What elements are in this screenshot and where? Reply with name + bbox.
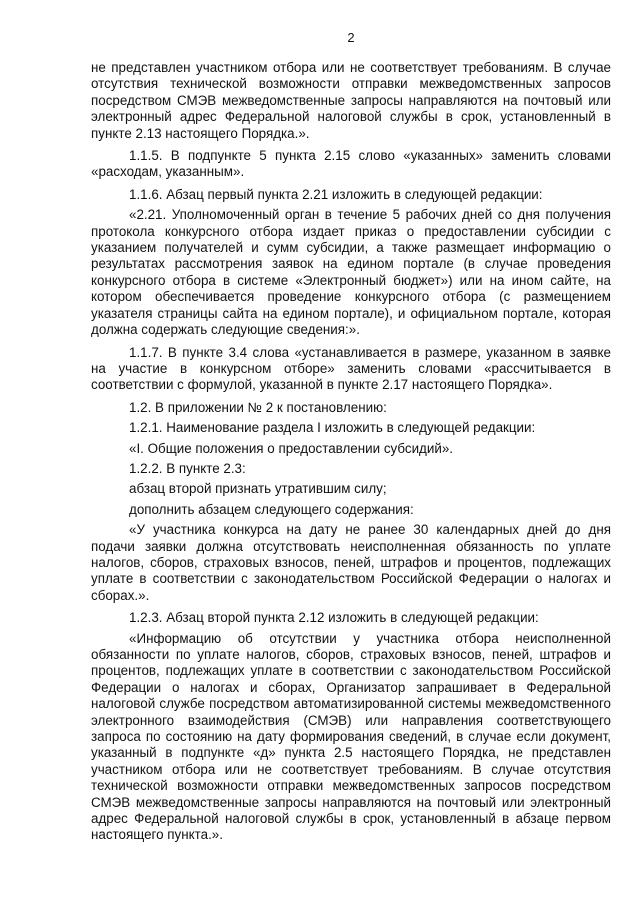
paragraph-1-1-6: 1.1.6. Абзац первый пункта 2.21 изложить в следующей редакции: xyxy=(129,186,543,202)
paragraph-participant-quote: «У участника конкурса на дату не ранее 30 календарных дней до дня подачи заявки должна отсутствовать неисполненная обязанность по уплате налогов, сборов, страховых взносов, пеней, штрафов и процентов, подлежащих уплате в соответствии с законодательством Российской Федерации о налогах и сборах.». xyxy=(91,522,611,603)
paragraph-1-2-1: 1.2.1. Наименование раздела I изложить в следующей редакции: xyxy=(129,420,536,436)
paragraph-1-2: 1.2. В приложении № 2 к постановлению: xyxy=(129,399,387,415)
paragraph-2-21-quote: «2.21. Уполномоченный орган в течение 5 рабочих дней со дня получения протокола конкурсного отбора издает приказ о предоставлении субсидии с указанием получателей и сумм субсидии, а также размещает информацию о результатах рассмотрения заявок на едином портале (в случае проведения конкурсного отбора в системе «Электронный бюджет») или на ином сайте, на котором обеспечивается проведение конкурсного отбора (с размещением указателя страницы сайта на едином портале), и официальном портале, которая должна содержать следующие сведения:». xyxy=(91,207,611,338)
paragraph-1-1-5: 1.1.5. В подпункте 5 пункта 2.15 слово «указанных» заменить словами «расходам, указанным». xyxy=(91,148,611,180)
paragraph-info-quote: «Информацию об отсутствии у участника отбора неисполненной обязанности по уплате налогов, сборов, страховых взносов, пеней, штрафов и процентов, подлежащих уплате в соответствии с законодательством Российской Федерации о налогах и сборах, Организатор запрашивает в Федеральной налоговой службе посредством автоматизированной системы межведомственного электронного взаимодействия (СМЭВ) или направления соответствующего запроса по состоянию на дату формирования сведений, в случае если документ, указанный в подпункте «д» пункта 2.5 настоящего Порядка, не представлен участником отбора или не соответствует требованиям. В случае отсутствия технической возможности отправки межведомственных запросов посредством СМЭВ межведомственные запросы направляются на почтовый или электронный адрес Федеральной налоговой службы в срок, установленный в абзаце первом настоящего пункта.». xyxy=(91,630,611,843)
paragraph-section-title-quote: «I. Общие положения о предоставлении субсидий». xyxy=(129,440,453,456)
paragraph-1-2-2: 1.2.2. В пункте 2.3: xyxy=(129,460,246,476)
paragraph-continuation: не представлен участником отбора или не соответствует требованиям. В случае отсутствия технической возможности отправки межведомственных запросов посредством СМЭВ межведомственные запросы направляются на почтовый или электронный адрес Федеральной налоговой службы в срок, установленный в пункте 2.13 настоящего Порядка.». xyxy=(91,60,611,141)
paragraph-1-2-3: 1.2.3. Абзац второй пункта 2.12 изложить в следующей редакции: xyxy=(129,610,539,626)
paragraph-abzac-second: абзац второй признать утратившим силу; xyxy=(129,481,387,497)
document-page xyxy=(91,30,611,850)
paragraph-add-abzac: дополнить абзацем следующего содержания: xyxy=(129,501,414,517)
page-number: 2 xyxy=(347,30,355,45)
paragraph-1-1-7: 1.1.7. В пункте 3.4 слова «устанавливается в размере, указанном в заявке на участие в конкурсном отборе» заменить словами «рассчитывается в соответствии с формулой, указанной в пункте 2.17 настоящего Порядка». xyxy=(91,344,611,393)
